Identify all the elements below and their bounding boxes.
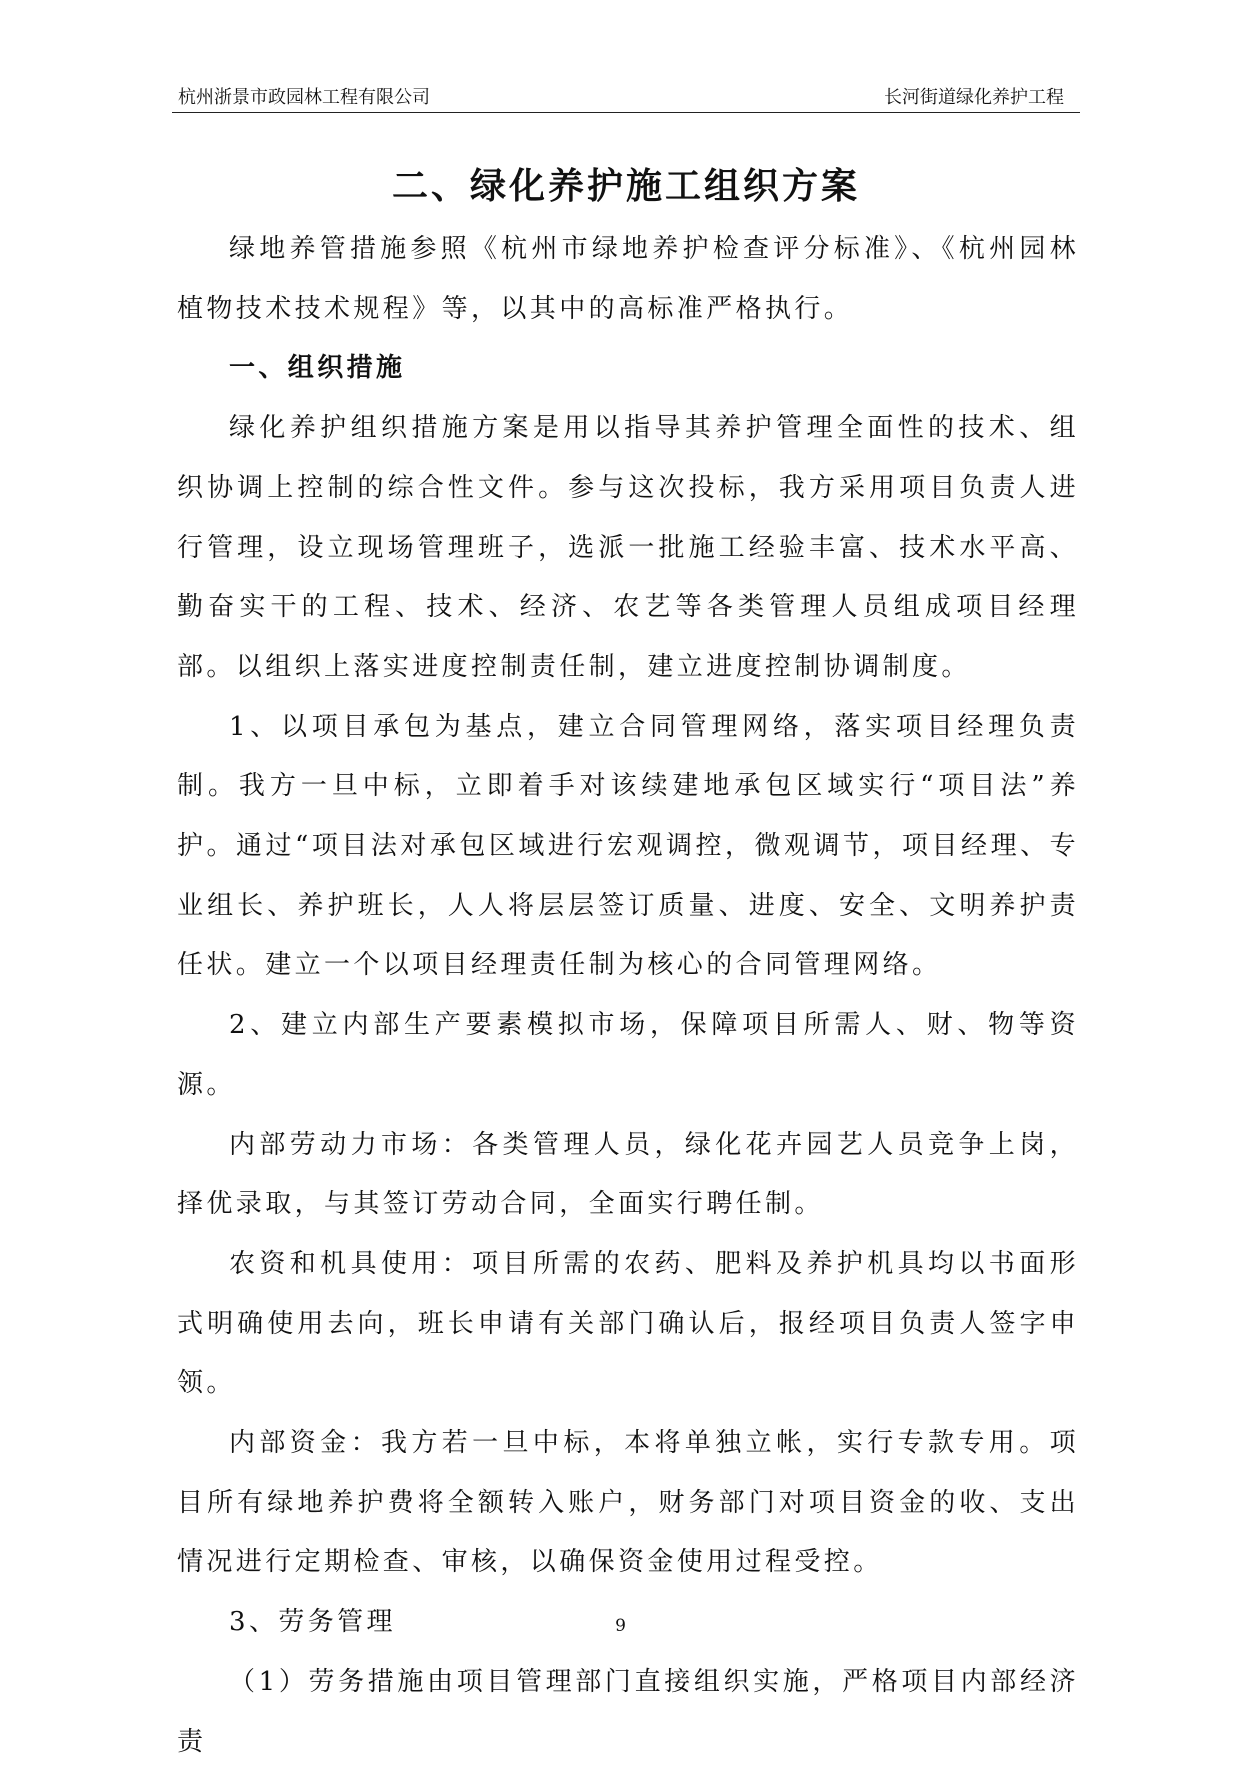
document-body [177,220,1079,1772]
header-project-name: 长河街道绿化养护工程 [884,87,1064,108]
intro-paragraph: 绿地养管措施参照《杭州市绿地养护检查评分标准》、《杭州园林植物技术技术规程》等，以其中的高标准严格执行。 [177,234,1079,324]
page-header [172,86,1080,113]
body-paragraph: 内部劳动力市场：各类管理人员，绿化花卉园艺人员竞争上岗，择优录取，与其签订劳动合同，全面实行聘任制。 [177,1129,1079,1220]
body-paragraph: 内部资金：我方若一旦中标，本将单独立帐，实行专款专用。项目所有绿地养护费将全额转入账户，财务部门对项目资金的收、支出情况进行定期检查、审核，以确保资金使用过程受控。 [177,1428,1079,1578]
body-paragraph: （1）劳务措施由项目管理部门直接组织实施，严格项目内部经济责 [177,1666,1079,1757]
document-title: 二、绿化养护施工组织方案 [391,165,860,207]
header-company-name: 杭州浙景市政园林工程有限公司 [178,87,430,108]
body-paragraph: 2、建立内部生产要素模拟市场，保障项目所需人、财、物等资源。 [177,1010,1079,1100]
body-paragraph: 农资和机具使用：项目所需的农药、肥料及养护机具均以书面形式明确使用去向，班长申请有关部门确认后，报经项目负责人签字申领。 [177,1248,1079,1399]
body-paragraph: 绿化养护组织措施方案是用以指导其养护管理全面性的技术、组织协调上控制的综合性文件。参与这次投标，我方采用项目负责人进行管理，设立现场管理班子，选派一批施工经验丰富、技术水平高、勤奋实干的工程、技术、经济、农艺等各类管理人员组成项目经理部。以组织上落实进度控制责任制，建立进度控制协调制度。 [177,413,1079,682]
page-number: 9 [615,1616,626,1636]
body-paragraph: 3、劳务管理 [229,1607,396,1638]
section-heading: 一、组织措施 [229,353,406,384]
body-paragraph: 1、以项目承包为基点，建立合同管理网络，落实项目经理负责制。我方一旦中标，立即着手对该续建地承包区域实行“项目法”养护。通过“项目法对承包区域进行宏观调控，微观调节，项目经理、专业组长、养护班长，人人将层层签订质量、进度、安全、文明养护责任状。建立一个以项目经理责任制为核心的合同管理网络。 [177,711,1079,981]
